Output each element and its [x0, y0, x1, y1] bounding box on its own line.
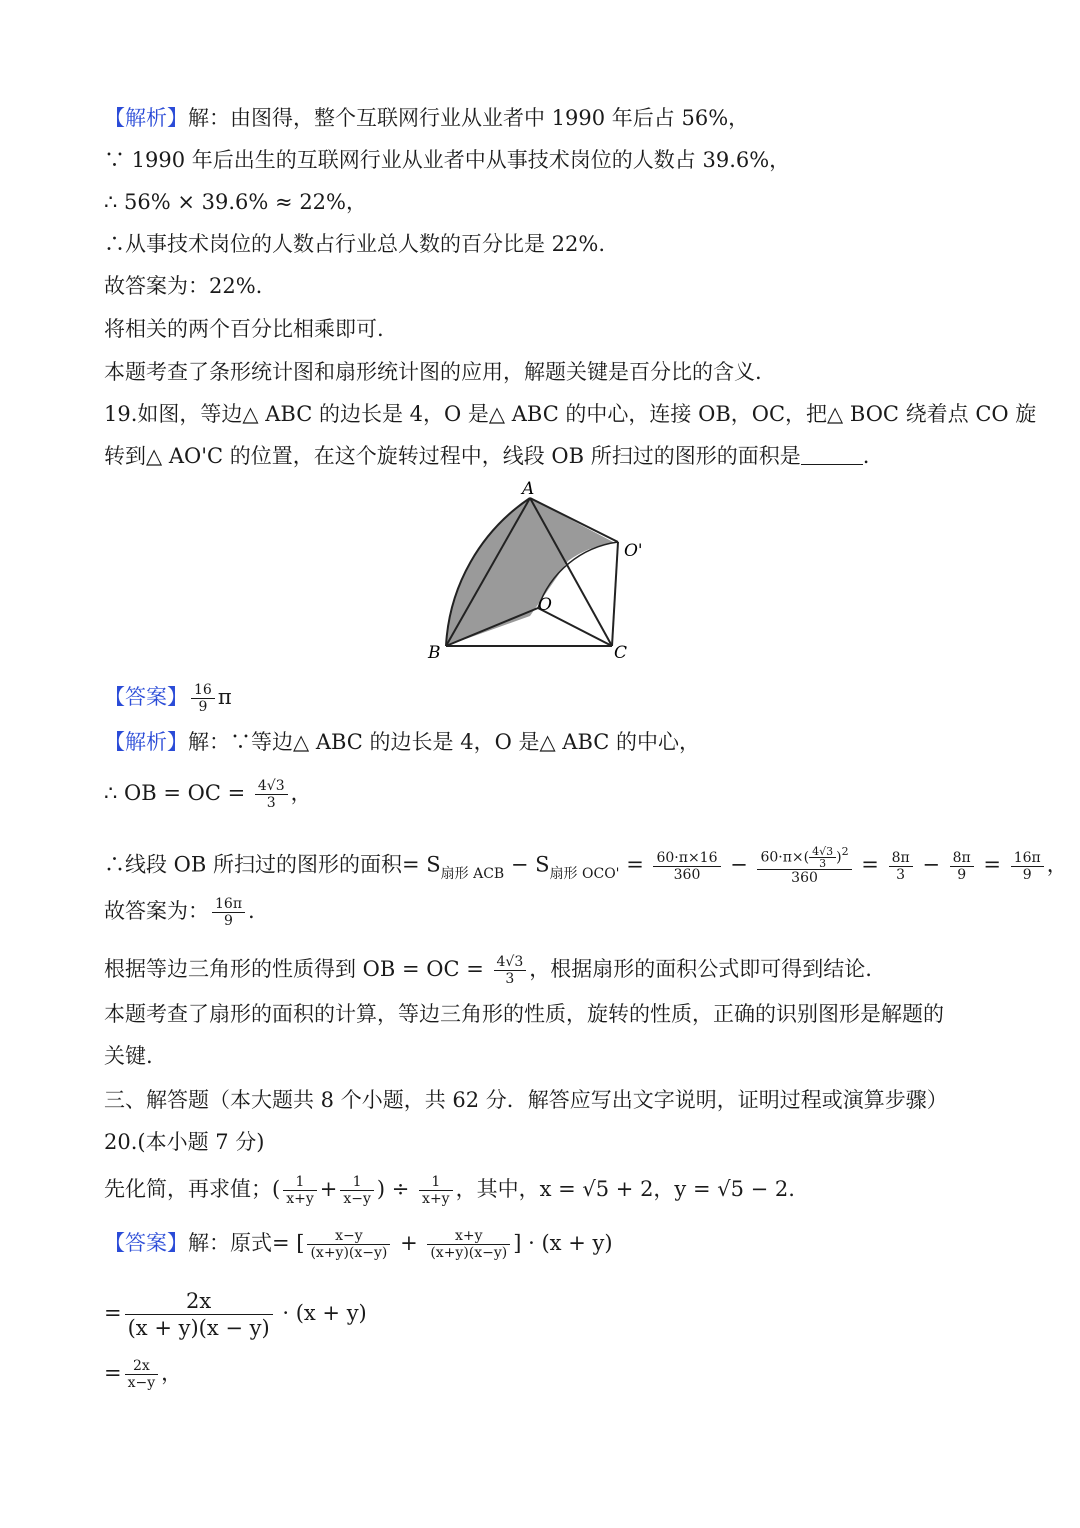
q20-line	[104, 1174, 795, 1207]
f2-num-a: 60·π×(	[760, 849, 810, 866]
a19-line-2	[104, 778, 312, 811]
a19-line-6: 本题考查了扇形的面积的计算，等边三角形的性质，旋转的性质，正确的识别图形是解题的	[104, 1002, 944, 1026]
q20-pre: 先化简，再求值；(	[104, 1177, 281, 1201]
analysis-tag: 【解析】	[104, 106, 188, 130]
ob-fraction	[255, 778, 288, 811]
q20-frac-2	[340, 1174, 374, 1207]
q20-f3-den: x+y	[422, 1191, 450, 1207]
geometry-figure	[420, 480, 660, 670]
step2-num: 2x	[125, 1288, 273, 1315]
f5-den: 9	[1022, 866, 1032, 883]
q20-f2-den: x−y	[343, 1191, 371, 1207]
a19-l2-post: ，	[290, 781, 312, 805]
answer-tag-2: 【答案】	[104, 1231, 188, 1255]
a19-l2-pre: ∴ OB = OC =	[104, 781, 252, 805]
step3-den: x−y	[127, 1375, 156, 1391]
a19-line-1	[104, 728, 700, 756]
step3-eq: =	[104, 1361, 122, 1385]
ob-num: 4√3	[255, 778, 288, 795]
a19-line-4	[104, 896, 255, 929]
final-fraction	[212, 896, 245, 929]
a19-l4-end: .	[248, 899, 255, 923]
rotation-diagram	[420, 480, 660, 665]
f2-inner-num: 4√3	[809, 846, 836, 858]
step3-frac	[125, 1358, 159, 1391]
q20-ans-f1-den: (x+y)(x−y)	[310, 1245, 388, 1261]
q20-title: 20.(本小题 7 分)	[104, 1130, 265, 1154]
step2-eq: =	[104, 1301, 122, 1325]
step3-post: ，	[161, 1361, 183, 1385]
answer-num: 16	[191, 682, 215, 699]
q20-frac-1	[283, 1174, 317, 1207]
f2-inner-frac	[809, 846, 836, 869]
answer-pi: π	[217, 685, 232, 709]
f3-num: 8π	[889, 850, 913, 867]
p18-text-1: 解：由图得，整个互联网行业从业者中 1990 年后占 56%，	[188, 106, 750, 130]
step2-den: (x + y)(x − y)	[127, 1316, 270, 1340]
q20-ans-post: ] · (x + y)	[513, 1231, 613, 1255]
a19-line-3	[104, 846, 1068, 886]
q20-frac-3	[419, 1174, 453, 1207]
q20-ans-f2-den: (x+y)(x−y)	[430, 1245, 508, 1261]
a19-l3-eq: =	[619, 852, 651, 877]
q19-line-1: 19.如图，等边△ ABC 的边长是 4，O 是△ ABC 的中心，连接 OB，OC，把△ BOC 绕着点 CO 旋	[104, 402, 1037, 426]
a19-l3-mid: − S	[504, 852, 550, 877]
label-a: A	[522, 480, 535, 499]
answer-blank	[801, 444, 863, 465]
a19-l4-pre: 故答案为：	[104, 899, 209, 923]
ob2-den: 3	[505, 971, 515, 987]
a19-text-1: 解：∵等边△ ABC 的边长是 4，O 是△ ABC 的中心，	[188, 730, 701, 754]
q19-line-2	[104, 442, 869, 470]
answer-fraction	[191, 682, 215, 715]
ob2-num: 4√3	[494, 954, 527, 971]
q20-ans-frac-2	[427, 1228, 510, 1261]
section-heading: 三、解答题（本大题共 8 个小题，共 62 分．解答应写出文字说明，证明过程或演算步骤）	[104, 1088, 948, 1112]
a19-l3-pre: ∴线段 OB 所扫过的图形的面积= S	[104, 852, 441, 877]
area-fraction-1	[653, 850, 720, 883]
q20-ans-f1-num: x−y	[307, 1228, 390, 1245]
q20-ans-pre: 解：原式= [	[188, 1231, 305, 1255]
sector-acb-sub: 扇形 ACB	[440, 865, 505, 882]
ob-fraction-2	[494, 954, 527, 987]
q20-f3-num: 1	[419, 1174, 453, 1191]
f2-num-b: )	[836, 849, 842, 866]
p18-line-2: ∵ 1990 年后出生的互联网行业从业者中从事技术岗位的人数占 39.6%，	[104, 148, 791, 172]
a19-l5-pre: 根据等边三角形的性质得到 OB = OC =	[104, 957, 491, 981]
p18-line-4: ∴从事技术岗位的人数占行业总人数的百分比是 22%.	[104, 232, 606, 256]
q19-text-2: 转到△ AO'C 的位置，在这个旋转过程中，线段 OB 所扫过的图形的面积是	[104, 444, 801, 468]
q20-post: ，其中，x = √5 + 2，y = √5 − 2.	[455, 1177, 795, 1201]
ob-den: 3	[266, 795, 276, 811]
f5-num: 16π	[1011, 850, 1044, 867]
shaded-region	[446, 498, 615, 646]
p18-line-1	[104, 104, 749, 132]
p18-line-7: 本题考查了条形统计图和扇形统计图的应用，解题关键是百分比的含义.	[104, 360, 762, 384]
q19-end: .	[862, 444, 870, 468]
answer-tag: 【答案】	[104, 685, 188, 709]
q20-ans-f2-num: x+y	[427, 1228, 510, 1245]
a19-eq2: =	[854, 852, 886, 877]
sector-oco-sub: 扇形 OCO'	[549, 865, 620, 882]
f1-num: 60·π×16	[653, 850, 720, 867]
a19-eq3: =	[976, 852, 1008, 877]
step2-frac	[125, 1288, 273, 1341]
a19-minus: −	[723, 852, 755, 877]
q20-f2-num: 1	[340, 1174, 374, 1191]
area-fraction-4	[950, 850, 974, 883]
label-o: O	[538, 595, 552, 615]
f4-den: 9	[957, 866, 967, 883]
q20-ans-plus: +	[393, 1231, 425, 1255]
f2-num	[757, 846, 851, 870]
a19-minus-2: −	[915, 852, 947, 877]
q20-f1-den: x+y	[286, 1191, 314, 1207]
step2-post: · (x + y)	[275, 1301, 367, 1325]
a19-line-5	[104, 954, 872, 987]
final-num: 16π	[212, 896, 245, 913]
label-c: C	[614, 643, 628, 663]
a19-l5-post: ，根据扇形的面积公式即可得到结论.	[529, 957, 872, 981]
f3-den: 3	[896, 866, 906, 883]
p18-line-5: 故答案为：22%.	[104, 274, 263, 298]
label-b: B	[428, 643, 441, 663]
area-fraction-2	[757, 846, 851, 886]
p18-line-6: 将相关的两个百分比相乘即可.	[104, 317, 384, 341]
f1-den: 360	[673, 866, 701, 883]
q20-ans-frac-1	[307, 1228, 390, 1261]
f2-sup: 2	[841, 844, 849, 858]
q20-step-2	[104, 1288, 367, 1341]
a19-l3-end: ，	[1046, 852, 1068, 877]
p18-line-3: ∴ 56% × 39.6% ≈ 22%，	[104, 190, 367, 214]
area-fraction-5	[1011, 850, 1044, 883]
label-o-prime: O'	[624, 541, 643, 561]
segment-o2c	[612, 542, 618, 646]
final-den: 9	[224, 913, 233, 929]
q20-f1-num: 1	[283, 1174, 317, 1191]
a19-line-7: 关键.	[104, 1044, 153, 1068]
step3-num: 2x	[125, 1358, 159, 1375]
analysis-tag-2: 【解析】	[104, 730, 188, 754]
f2-inner-den: 3	[819, 857, 827, 870]
answer-den: 9	[198, 699, 208, 715]
f2-den: 360	[791, 870, 818, 886]
area-fraction-3	[889, 850, 913, 883]
q20-step-3	[104, 1358, 182, 1391]
q20-answer-line	[104, 1228, 613, 1261]
a19-answer-line	[104, 682, 232, 715]
f4-num: 8π	[950, 850, 974, 867]
q20-plus: +	[319, 1177, 338, 1201]
q20-div: ) ÷	[376, 1177, 417, 1201]
